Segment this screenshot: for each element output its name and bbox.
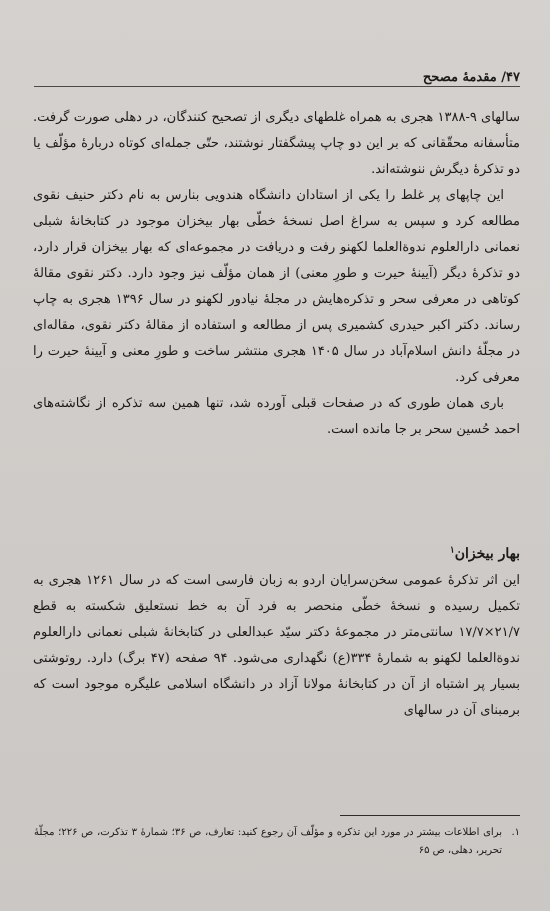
header-rule bbox=[34, 86, 520, 87]
footnote bbox=[34, 824, 520, 860]
footnote-reference: ۱ bbox=[449, 545, 455, 556]
section-heading bbox=[450, 545, 520, 563]
footnote-text: برای اطلاعات بیشتر در مورد این تذکره و مؤلّف آن رجوع کنید: تعارف، ص ۳۶؛ شمارهٔ ۳ تذکرت، ص ۲۲۶؛ مجلّهٔ تحریر، دهلی، ص ۶۵ bbox=[34, 827, 502, 856]
footnote-number: ۱. bbox=[511, 827, 520, 838]
page-number-and-section-title: ۴۷/ مقدمهٔ مصحح bbox=[422, 70, 520, 85]
paragraph-2: این چاپهای پر غلط را یکی از استادان دانشگاه هندویی بنارس به نام دکتر حنیف نقوی مطالعه کرد و سپس به سراغ اصل نسخهٔ خطّی بهار بیخزان موجود در کتابخانهٔ شبلی نعمانی دارالعلوم ندوة‌العلما لکهنو رفت و دریافت در مجموعه‌ای که بهار بیخزان قرار دارد، دو تذکرهٔ دیگر (آیینهٔ حیرت و طورِ معنی) از همان مؤلّف نیز وجود دارد. دکتر نقوی مقالهٔ کوتاهی در معرفی سحر و تذکره‌هایش در مجلهٔ نیادور لکهنو در سال ۱۳۹۶ هجری به چاپ رساند. دکتر اکبر حیدری کشمیری پس از مطالعه و استفاده از مقالهٔ دکتر نقوی، مقاله‌ای در مجلّهٔ دانش اسلام‌آباد در سال ۱۴۰۵ هجری منتشر ساخت و طورِ معنی و آیینهٔ حیرت را معرفی کرد. bbox=[33, 188, 520, 385]
section-paragraph: این اثر تذکرهٔ عمومی سخن‌سرایان اردو به زبان فارسی است که در سال ۱۲۶۱ هجری به تکمیل رسیده و نسخهٔ خطّی منحصر به فرد آن به خط نستعلیق شکسته به قطع ۲۱/۷×۱۷/۷ سانتی‌متر در مجموعهٔ دکتر سیّد عبدالعلی در کتابخانهٔ شبلی نعمانی دارالعلوم ندوة‌العلما لکهنو به شمارهٔ ۳۳۴(ع) نگهداری می‌شود. ۹۴ صفحه (۴۷ برگ) دارد. روتوشتی بسیار پر اشتباه از آن در کتابخانهٔ مولانا آزاد در دانشگاه اسلامی علیگره موجود است که برمبنای آن در سالهای bbox=[33, 573, 521, 718]
footnote-rule bbox=[340, 815, 520, 816]
section-heading-text: بهار بیخزان bbox=[454, 546, 520, 562]
section-text-block bbox=[33, 568, 520, 724]
running-head bbox=[34, 58, 520, 84]
paragraph-1: سالهای ۹-۱۳۸۸ هجری به همراه غلطهای دیگری از تصحیح کنندگان، در دهلی صورت گرفت. متأسفانه محقّقانی که بر این دو چاپ پیشگفتار نوشتند، حتّی جمله‌ای کوتاه دربارهٔ مؤلّف یا دو تذکرهٔ دیگرش ننوشته‌اند. bbox=[33, 110, 520, 177]
paragraph-3: باری همان طوری که در صفحات قبلی آورده شد، تنها همین سه تذکره از نگاشته‌های احمد حُسین سحر بر جا مانده است. bbox=[33, 396, 520, 437]
main-text-block bbox=[33, 105, 520, 443]
